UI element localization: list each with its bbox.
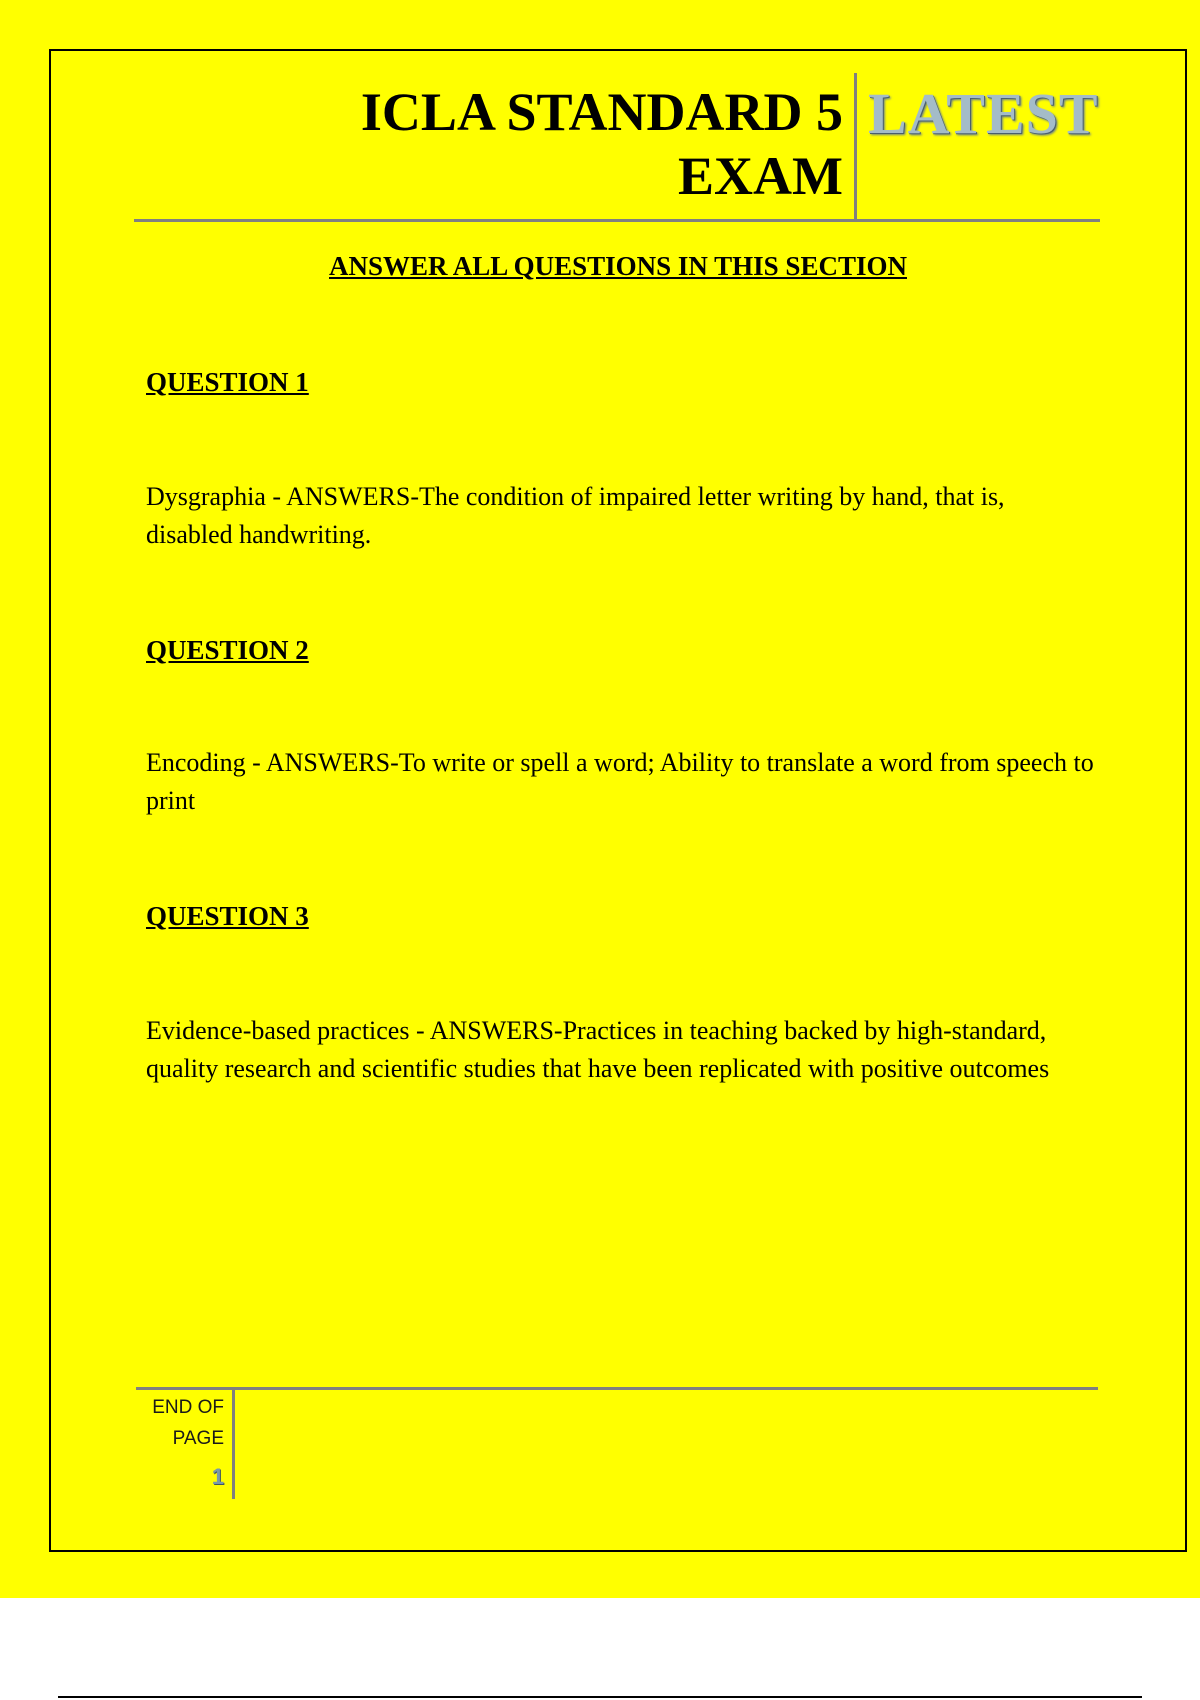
footer-label-line-1: END OF (152, 1397, 224, 1418)
bottom-rule (58, 1696, 1142, 1698)
question-2-heading: QUESTION 2 (146, 635, 309, 665)
header-tag-latest: LATEST (868, 81, 1099, 146)
footer-label-line-2: PAGE (172, 1428, 224, 1449)
question-1-heading: QUESTION 1 (146, 367, 309, 397)
question-2-answer: Encoding - ANSWERS-To write or spell a word; Ability to translate a word from speech to print (146, 748, 1094, 815)
footer-page-number: 1 (211, 1464, 224, 1489)
question-1-answer: Dysgraphia - ANSWERS-The condition of impaired letter writing by hand, that is, disabled handwriting. (146, 482, 1005, 549)
question-3-answer: Evidence-based practices - ANSWERS-Practices in teaching backed by high-standard, quality research and scientific studies that have been replicated with positive outcomes (146, 1016, 1050, 1083)
question-3-heading: QUESTION 3 (146, 901, 309, 931)
footer-rule (136, 1387, 1098, 1390)
section-instruction: ANSWER ALL QUESTIONS IN THIS SECTION (329, 251, 907, 281)
header-divider (854, 73, 857, 220)
title-line-2: EXAM (678, 146, 843, 206)
page-title (283, 80, 843, 208)
footer-divider (232, 1389, 235, 1499)
title-line-1: ICLA STANDARD 5 (360, 82, 843, 142)
footer-end-of-page-label (140, 1392, 224, 1454)
header-rule (134, 219, 1100, 222)
